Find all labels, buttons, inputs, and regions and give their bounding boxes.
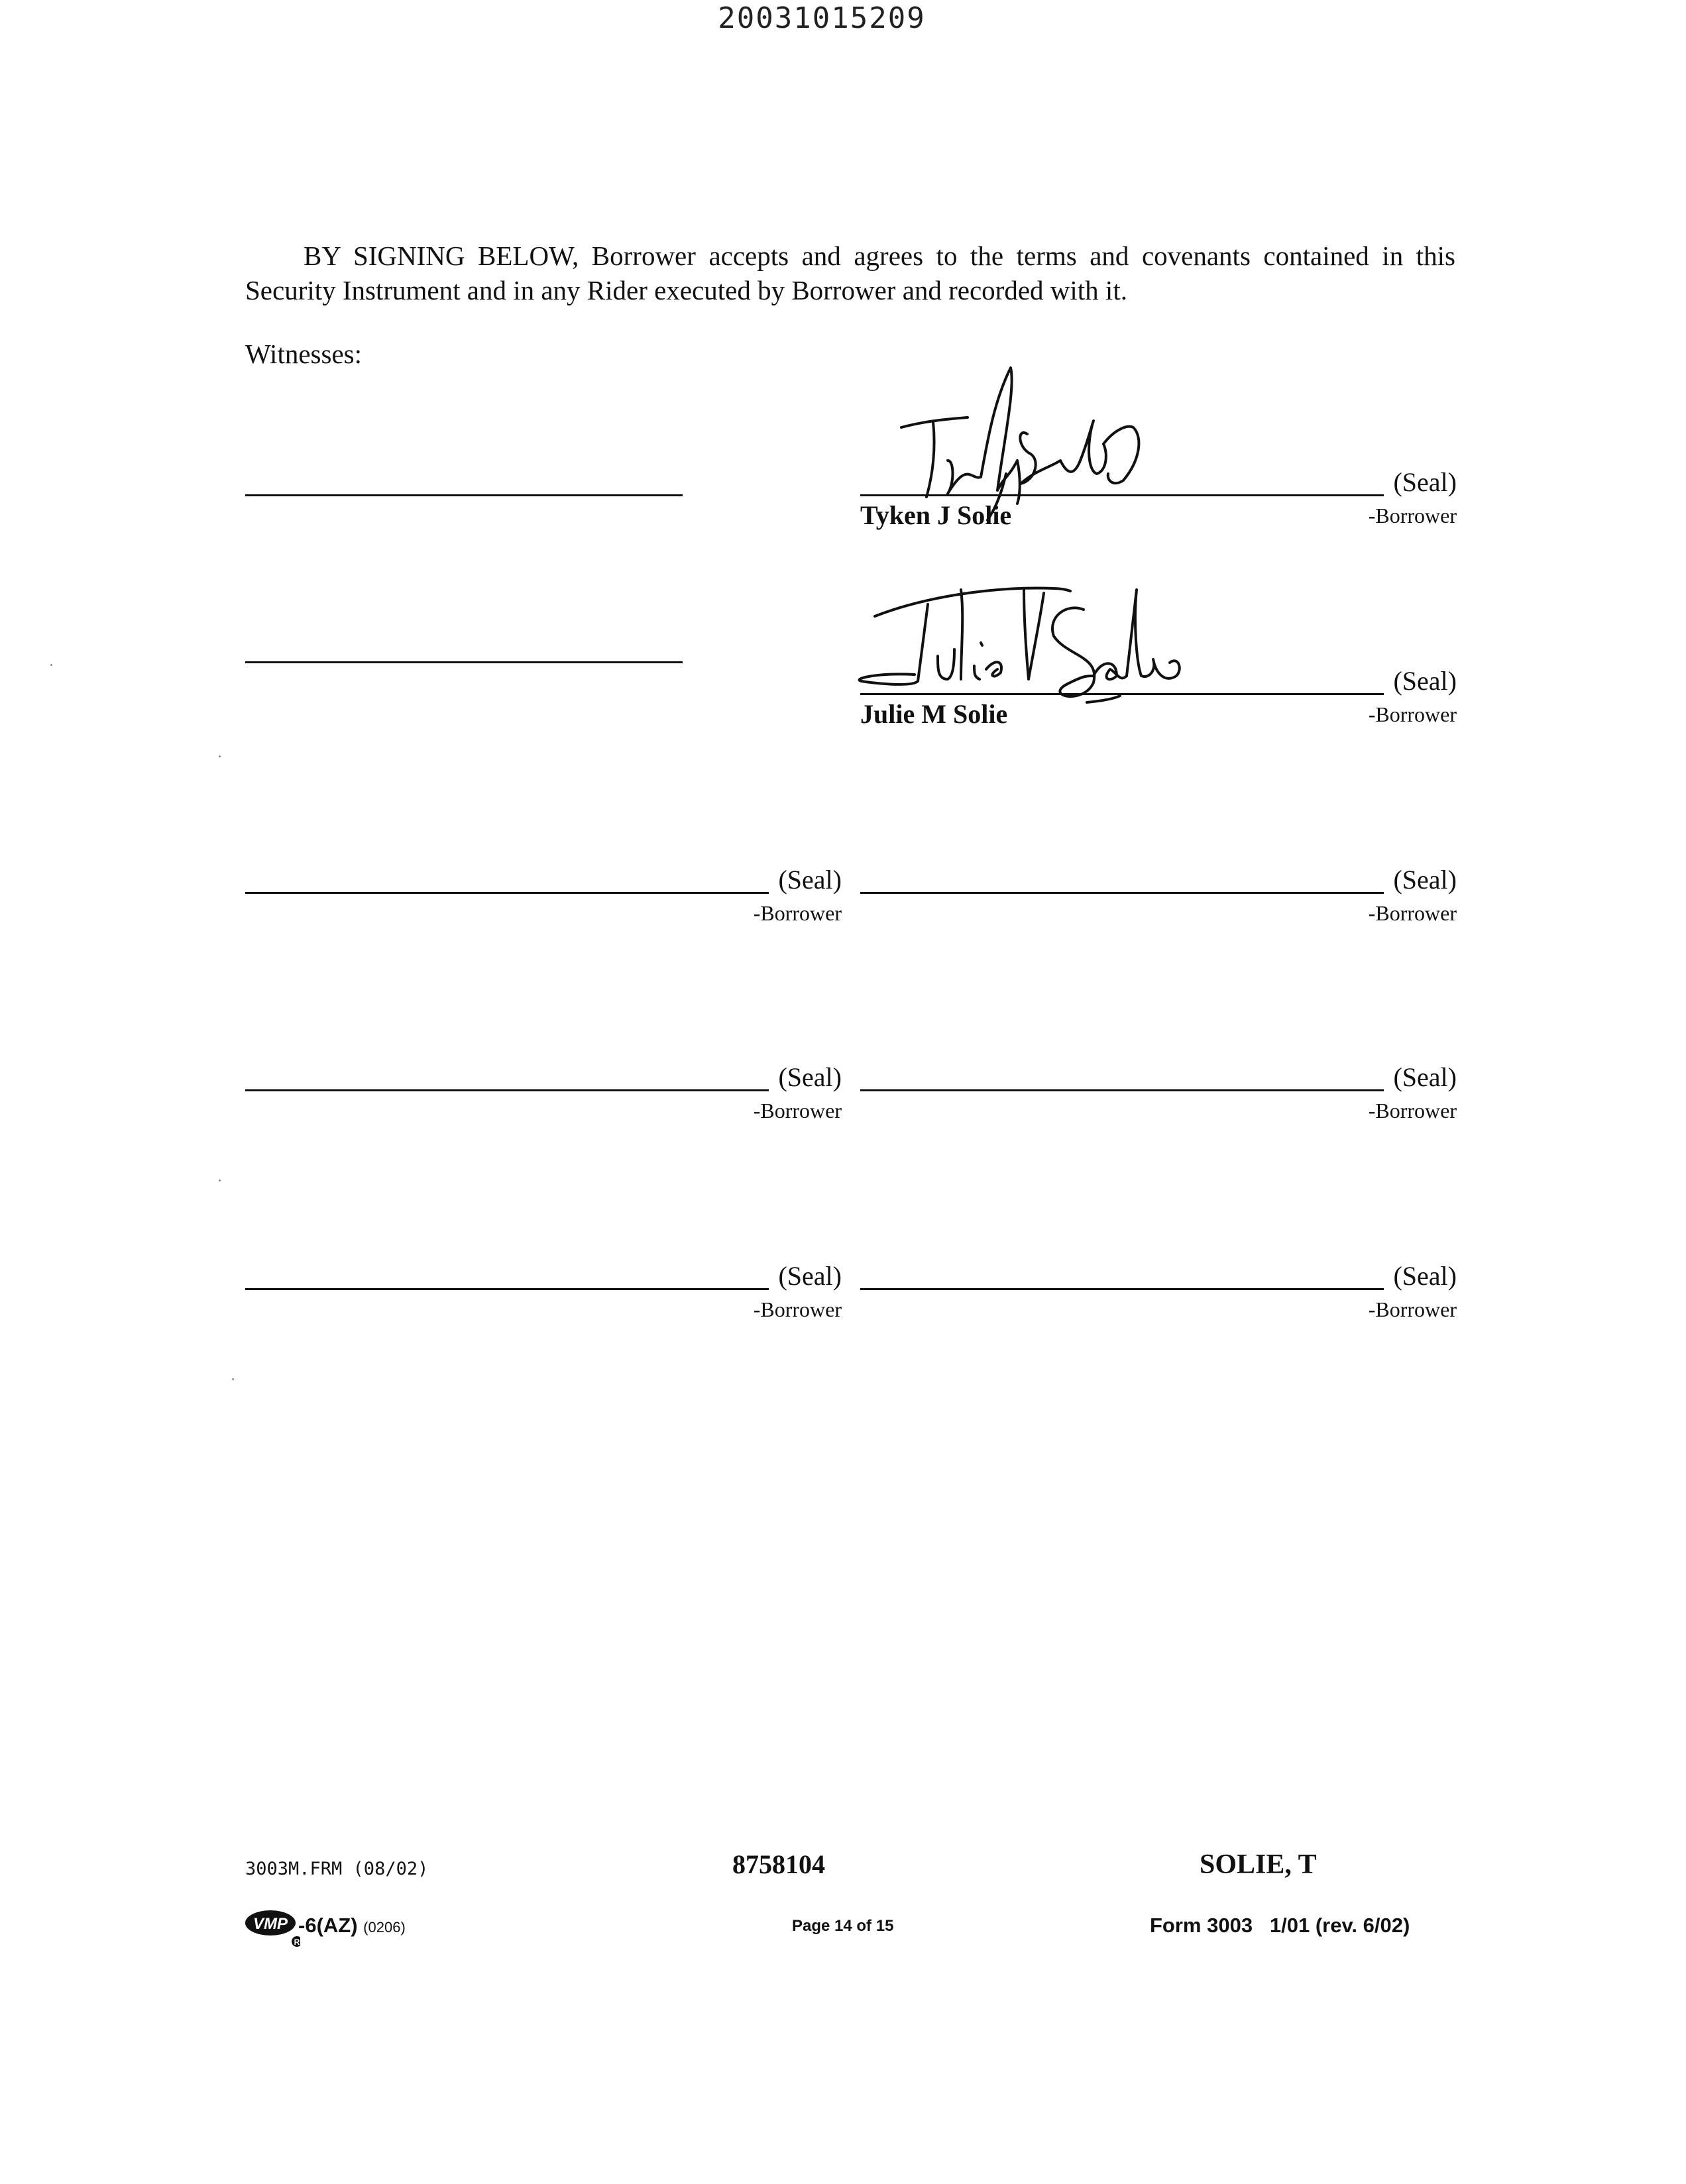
signature-line[interactable] <box>860 892 1384 894</box>
signature-line[interactable] <box>245 892 769 894</box>
witness-line-2[interactable] <box>245 661 683 663</box>
signature-block-blank-6 <box>860 1250 1457 1323</box>
signature-block-blank-5 <box>245 1250 842 1323</box>
witnesses-label: Witnesses: <box>245 339 362 369</box>
vmp-logo-text: VMP <box>253 1915 288 1933</box>
signer-name: Tyken J Solie <box>860 500 1012 530</box>
svg-text:R: R <box>294 1938 300 1947</box>
scan-speck <box>232 1378 234 1380</box>
borrower-role-label: -Borrower <box>1368 1099 1457 1122</box>
handwritten-signature-tyken <box>862 361 1166 540</box>
vmp-logo <box>244 1908 300 1948</box>
seal-label: (Seal) <box>778 1261 842 1291</box>
loan-number: 8758104 <box>732 1849 825 1879</box>
signature-line[interactable] <box>245 1288 769 1290</box>
scan-speck <box>50 664 52 666</box>
borrower-role-label: -Borrower <box>1368 901 1457 925</box>
borrower-role-label: -Borrower <box>1368 1297 1457 1321</box>
borrower-reference: SOLIE, T <box>1200 1849 1317 1880</box>
vmp-date: (0206) <box>363 1919 406 1936</box>
seal-label: (Seal) <box>1393 865 1457 895</box>
signature-block-blank-1 <box>245 853 842 926</box>
signature-line[interactable] <box>860 1288 1384 1290</box>
vmp-form-code <box>298 1914 406 1938</box>
signature-block-blank-3 <box>245 1051 842 1124</box>
form-identifier: Form 3003 1/01 (rev. 6/02) <box>1150 1914 1410 1937</box>
borrower-role-label: -Borrower <box>753 901 842 925</box>
seal-label: (Seal) <box>1393 1261 1457 1291</box>
seal-label: (Seal) <box>778 1062 842 1092</box>
handwritten-signature-julie <box>855 576 1233 722</box>
signature-line[interactable] <box>860 1089 1384 1091</box>
vmp-code: -6(AZ) <box>298 1914 358 1937</box>
seal-label: (Seal) <box>1393 1062 1457 1092</box>
signature-block-blank-4 <box>860 1051 1457 1124</box>
acceptance-text: BY SIGNING BELOW, Borrower accepts and agrees to the terms and covenants contained in this Security Instrument and in any Rider executed by Borrower and recorded with it. <box>245 241 1455 305</box>
borrower-role-label: -Borrower <box>1368 504 1457 527</box>
form-file-code: 3003M.FRM (08/02) <box>245 1859 429 1879</box>
witness-line-1[interactable] <box>245 494 683 496</box>
acceptance-paragraph <box>245 239 1455 307</box>
seal-label: (Seal) <box>1393 666 1457 696</box>
signature-line[interactable] <box>245 1089 769 1091</box>
scan-speck <box>219 1179 221 1181</box>
signer-name: Julie M Solie <box>860 699 1008 729</box>
seal-label: (Seal) <box>1393 467 1457 497</box>
page-number: Page 14 of 15 <box>792 1917 894 1935</box>
borrower-role-label: -Borrower <box>753 1099 842 1122</box>
borrower-role-label: -Borrower <box>1368 702 1457 726</box>
seal-label: (Seal) <box>778 865 842 895</box>
scan-speck <box>219 755 221 757</box>
signature-block-blank-2 <box>860 853 1457 926</box>
borrower-role-label: -Borrower <box>753 1297 842 1321</box>
document-number: 20031015209 <box>718 1 926 35</box>
